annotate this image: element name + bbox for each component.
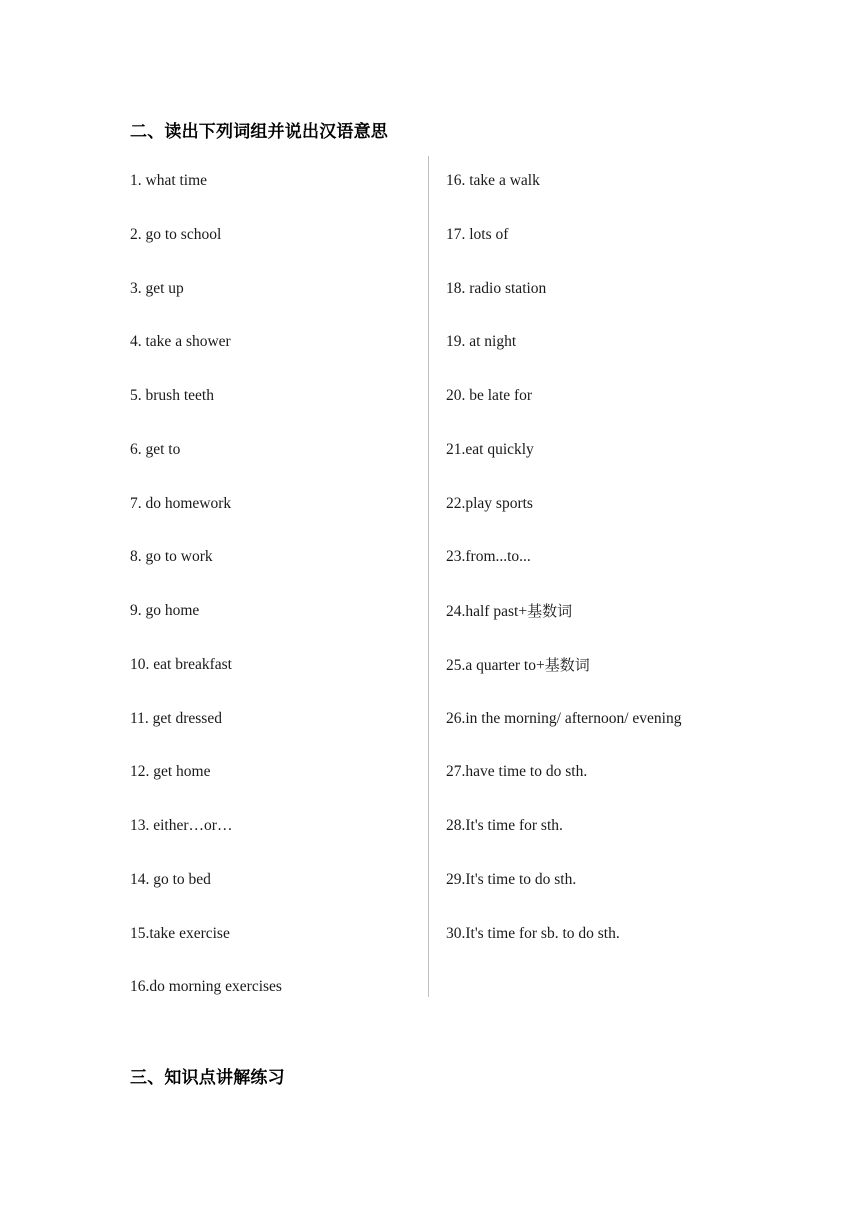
phrase-item — [446, 386, 532, 406]
phrase-item — [446, 279, 546, 299]
phrase-item: 8. go to work — [130, 548, 213, 566]
phrase-item: 5. brush teeth — [130, 387, 214, 404]
phrase-suffix: 基数词 — [544, 655, 590, 674]
phrase-text: 17. lots of — [446, 225, 509, 243]
phrase-text: 28.It's time for sth. — [446, 817, 563, 834]
phrase-text: 29.It's time to do sth. — [446, 870, 577, 888]
phrase-item: 6. get to — [130, 440, 181, 458]
phrase-item — [446, 440, 534, 460]
phrase-text: 24.half past+ — [446, 603, 528, 620]
phrase-item: 4. take a shower — [130, 333, 231, 351]
phrase-text: 21.eat quickly — [446, 440, 534, 458]
phrase-text: 16. take a walk — [446, 172, 540, 189]
phrase-item: 14. go to bed — [130, 870, 211, 888]
phrase-item — [446, 762, 587, 782]
phrase-item: 13. either…or… — [130, 817, 233, 834]
phrase-item — [446, 547, 531, 567]
phrase-text: 27.have time to do sth. — [446, 763, 588, 781]
phrase-text: 20. be late for — [446, 387, 533, 404]
section-heading-phrases: 二、读出下列词组并说出汉语意思 — [130, 122, 388, 142]
phrase-item: 7. do homework — [130, 494, 232, 512]
phrase-text: 26.in the morning/ afternoon/ evening — [446, 709, 682, 727]
phrase-item: 16.do morning exercises — [130, 978, 282, 996]
phrase-item — [446, 332, 516, 352]
phrase-text: 19. at night — [446, 333, 517, 351]
phrase-item — [446, 816, 563, 836]
phrase-item: 1. what time — [130, 172, 208, 189]
phrase-item: 12. get home — [130, 763, 211, 781]
phrase-item — [446, 601, 572, 622]
phrase-suffix: 基数词 — [527, 602, 573, 620]
phrase-text: 25.a quarter to+ — [446, 656, 545, 674]
phrase-text: 30.It's time for sb. to do sth. — [446, 924, 620, 942]
phrase-item — [446, 709, 681, 729]
section-heading-knowledge-practice: 三、知识点讲解练习 — [130, 1068, 285, 1088]
phrase-item: 15.take exercise — [130, 924, 230, 942]
phrase-item — [446, 494, 533, 514]
phrase-item: 10. eat breakfast — [130, 655, 232, 673]
phrase-item — [446, 924, 620, 944]
phrase-item — [446, 225, 508, 245]
phrase-item: 2. go to school — [130, 225, 222, 243]
phrase-text: 18. radio station — [446, 279, 547, 297]
column-divider — [428, 156, 429, 997]
phrase-text: 23.from...to... — [446, 548, 531, 566]
phrase-item — [446, 870, 576, 890]
phrase-text: 22.play sports — [446, 494, 533, 512]
phrase-item: 3. get up — [130, 279, 184, 297]
phrase-item — [446, 655, 590, 676]
phrase-item — [446, 171, 540, 191]
phrase-item: 11. get dressed — [130, 709, 222, 727]
phrase-item: 9. go home — [130, 602, 200, 619]
